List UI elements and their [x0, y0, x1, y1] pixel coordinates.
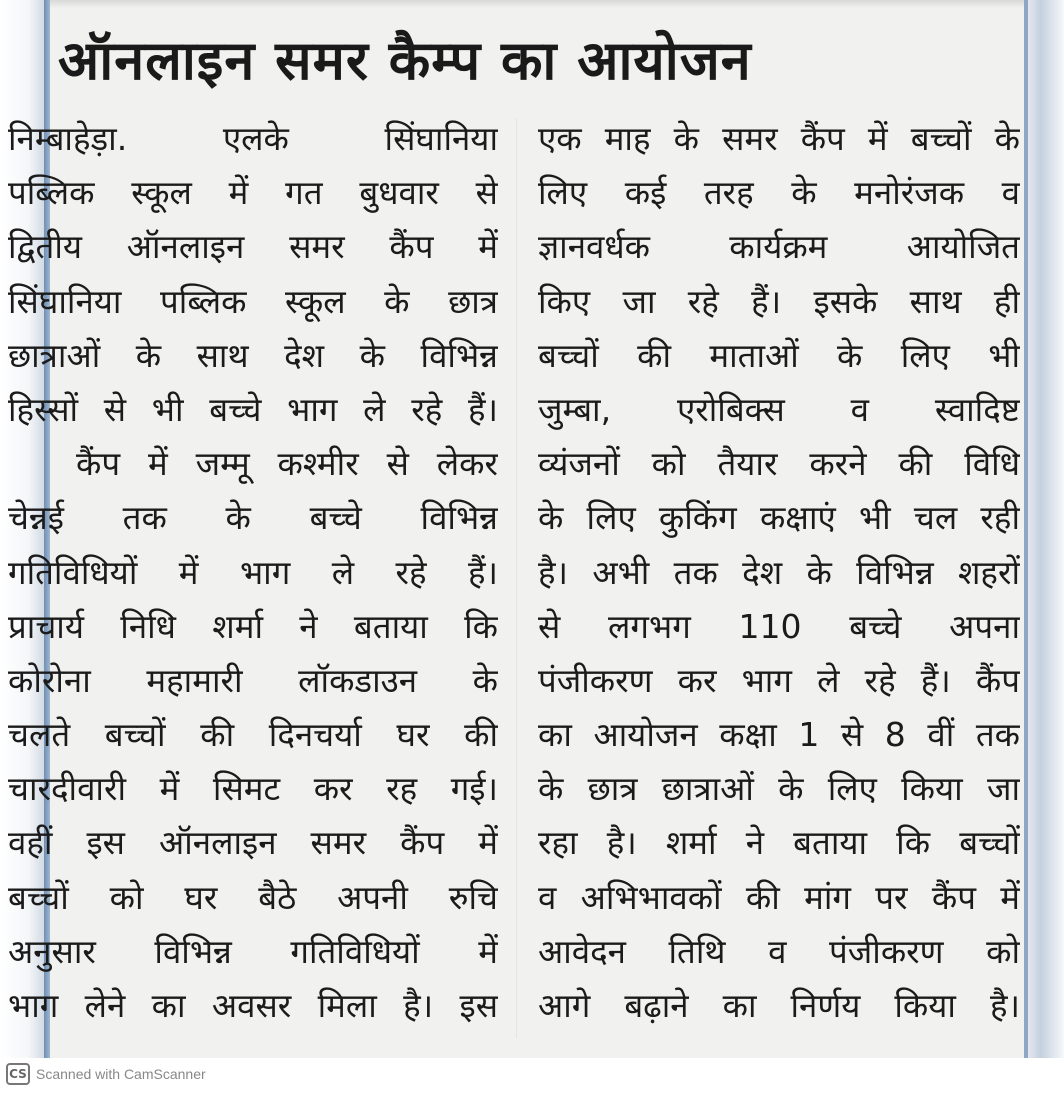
right-line-8: के लिए कुकिंग कक्षाएं भी चल रही — [538, 498, 1020, 538]
right-line-17: आगे बढ़ाने का निर्णय किया है। — [538, 986, 1020, 1025]
article-left-column — [8, 112, 498, 1033]
left-line-12: चलते बच्चों की दिनचर्या घर की — [8, 715, 498, 755]
right-line-16: आवेदन तिथि व पंजीकरण को — [538, 931, 1020, 971]
right-line-4: किए जा रहे हैं। इसके साथ ही — [538, 281, 1020, 321]
left-line-11: कोरोना महामारी लॉकडाउन के — [8, 660, 498, 700]
scan-top-shadow — [50, 0, 1028, 8]
right-line-2: लिए कई तरह के मनोरंजक व — [538, 173, 1020, 213]
left-line-6: हिस्सों से भी बच्चे भाग ले रहे हैं। — [8, 389, 498, 429]
scan-right-margin — [1028, 0, 1064, 1058]
left-line-9: गतिविधियों में भाग ले रहे हैं। — [8, 552, 498, 592]
right-line-14: रहा है। शर्मा ने बताया कि बच्चों — [538, 823, 1020, 863]
right-line-13: के छात्र छात्राओं के लिए किया जा — [538, 769, 1020, 809]
column-divider — [516, 118, 517, 1038]
right-line-9: है। अभी तक देश के विभिन्न शहरों — [538, 552, 1020, 592]
left-line-17: भाग लेने का अवसर मिला है। इस — [8, 986, 498, 1025]
left-line-7: कैंप में जम्मू कश्मीर से लेकर — [76, 444, 498, 484]
right-line-7: व्यंजनों को तैयार करने की विधि — [538, 444, 1020, 484]
left-line-14: वहीं इस ऑनलाइन समर कैंप में — [8, 823, 498, 863]
left-line-5: छात्राओं के साथ देश के विभिन्न — [8, 335, 498, 375]
left-line-13: चारदीवारी में सिमट कर रह गई। — [8, 769, 498, 809]
right-line-6: जुम्बा, एरोबिक्स व स्वादिष्ट — [538, 389, 1020, 429]
left-line-8: चेन्नई तक के बच्चे विभिन्न — [8, 498, 498, 538]
article-right-column — [538, 112, 1020, 1033]
right-line-10: से लगभग 110 बच्चे अपना — [538, 606, 1020, 646]
left-line-1: निम्बाहेड़ा. एलके सिंघानिया — [8, 119, 498, 158]
right-line-12: का आयोजन कक्षा 1 से 8 वीं तक — [538, 715, 1020, 755]
left-line-2: पब्लिक स्कूल में गत बुधवार से — [8, 173, 498, 213]
left-line-10: प्राचार्य निधि शर्मा ने बताया कि — [8, 606, 498, 646]
left-line-15: बच्चों को घर बैठे अपनी रुचि — [8, 877, 498, 917]
right-line-11: पंजीकरण कर भाग ले रहे हैं। कैंप — [538, 660, 1020, 700]
left-line-4: सिंघानिया पब्लिक स्कूल के छात्र — [8, 281, 498, 321]
right-line-1: एक माह के समर कैंप में बच्चों के — [538, 119, 1020, 158]
camscanner-watermark: Scanned with CamScanner — [36, 1066, 206, 1082]
right-line-5: बच्चों की माताओं के लिए भी — [538, 335, 1020, 375]
article-headline: ऑनलाइन समर कैम्प का आयोजन — [58, 29, 752, 92]
left-line-3: द्वितीय ऑनलाइन समर कैंप में — [8, 227, 498, 267]
camscanner-logo-icon: CS — [6, 1063, 30, 1085]
right-line-15: व अभिभावकों की मांग पर कैंप में — [538, 877, 1020, 917]
right-line-3: ज्ञानवर्धक कार्यक्रम आयोजित — [538, 227, 1020, 267]
left-line-16: अनुसार विभिन्न गतिविधियों में — [8, 931, 498, 971]
